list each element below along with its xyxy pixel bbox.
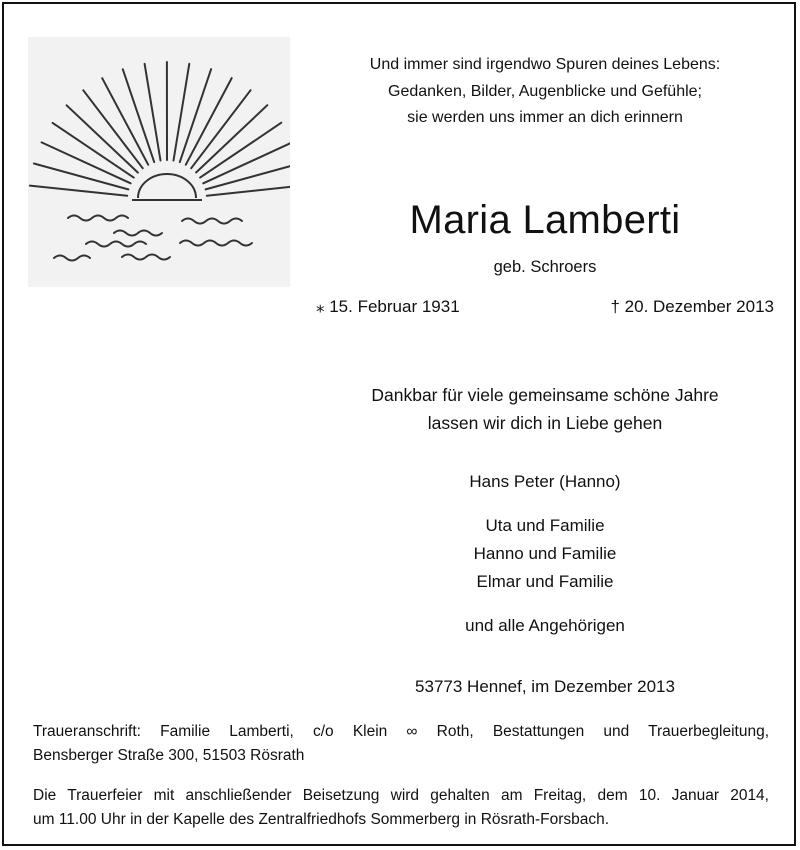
address-line: Bensberger Straße 300, 51503 Rösrath [33, 747, 305, 764]
place-date: 53773 Hennef, im Dezember 2013 [415, 677, 675, 696]
memorial-verse [316, 52, 774, 132]
mourning-address [33, 720, 769, 768]
deceased-name: Maria Lamberti [409, 198, 681, 242]
sun-ray [174, 64, 190, 161]
rising-sun-over-water-icon [28, 37, 290, 287]
address-line: Traueranschrift: Familie Lamberti, c/o Klein ∞ Roth, Bestattungen und Trauerbegleitung, [33, 723, 769, 740]
thanks-text [316, 381, 774, 437]
thanks-line: lassen wir dich in Liebe gehen [427, 413, 663, 433]
sun-ray [207, 185, 290, 195]
sun-illustration [28, 37, 290, 287]
mourner-spouse: Hans Peter (Hanno) [469, 472, 621, 491]
mourner-family: Hanno und Familie [473, 544, 617, 563]
service-line: um 11.00 Uhr in der Kapelle des Zentralfriedhofs Sommerberg in Rösrath-Forsbach. [33, 811, 610, 828]
life-dates [316, 296, 774, 318]
mourner-family: Elmar und Familie [476, 572, 614, 591]
verse-line: Und immer sind irgendwo Spuren deines Lebens: [369, 56, 721, 73]
mourner-family: Uta und Familie [485, 516, 605, 535]
mourner-relatives: und alle Angehörigen [465, 616, 625, 635]
verse-line: sie werden uns immer an dich erinnern [407, 109, 683, 126]
birth-name: geb. Schroers [493, 258, 597, 276]
mourner-children [316, 512, 774, 596]
funeral-service-info [33, 784, 769, 832]
verse-line: Gedanken, Bilder, Augenblicke und Gefühle; [388, 82, 702, 100]
sun-ray [145, 64, 161, 161]
death-date: † 20. Dezember 2013 [610, 297, 774, 316]
service-line: Die Trauerfeier mit anschließender Beisetzung wird gehalten am Freitag, dem 10. Januar 2014, [33, 787, 769, 804]
birth-date: ⁎ 15. Februar 1931 [316, 297, 460, 316]
sun-ray [30, 186, 127, 196]
thanks-line: Dankbar für viele gemeinsame schöne Jahre [371, 385, 719, 405]
